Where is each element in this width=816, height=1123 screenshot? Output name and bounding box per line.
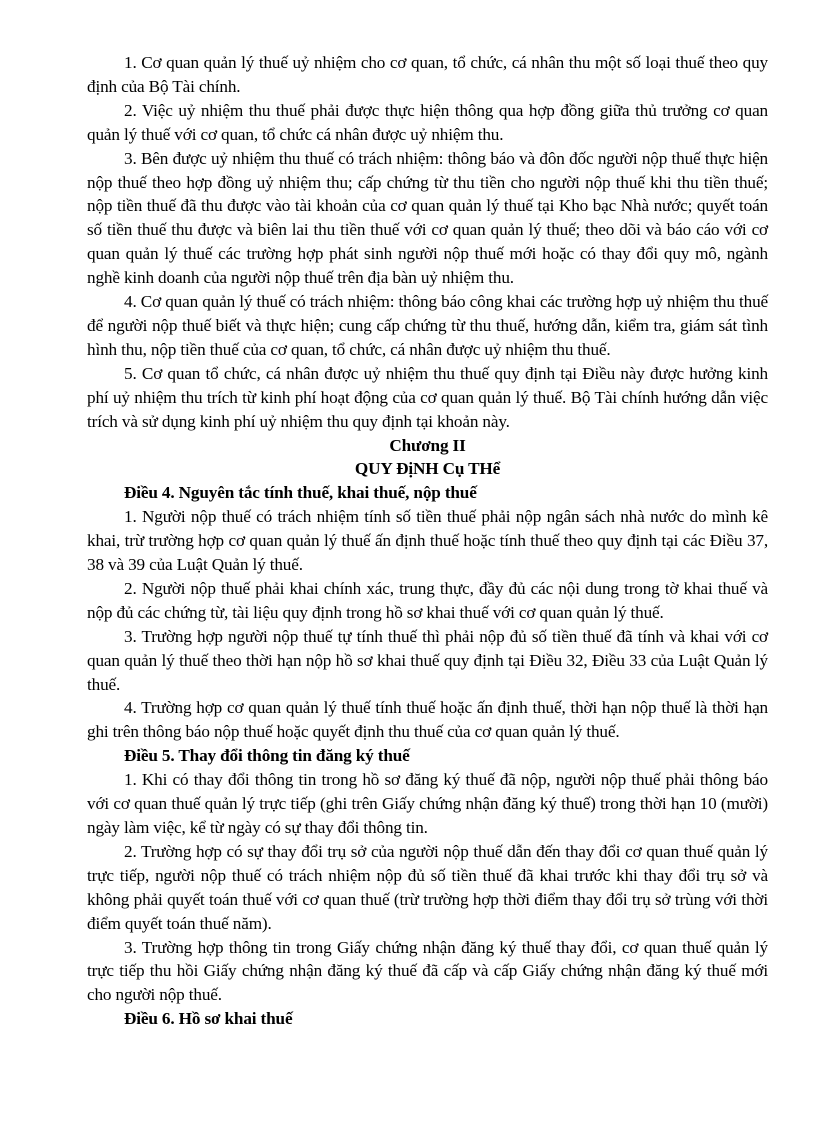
paragraph: 2. Người nộp thuế phải khai chính xác, trung thực, đầy đủ các nội dung trong tờ khai thuế và nộp đủ các chứng từ, tài liệu quy định trong hồ sơ khai thuế với cơ quan quản lý thuế. xyxy=(87,578,768,622)
paragraph: 3. Trường hợp thông tin trong Giấy chứng nhận đăng ký thuế thay đổi, cơ quan thuế quản lý trực tiếp thu hồi Giấy chứng nhận đăng ký thuế đã cấp và cấp Giấy chứng nhận đăng ký thuế mới cho người nộp thuế. xyxy=(87,937,768,1005)
chapter-number: Chương II xyxy=(389,435,466,455)
paragraph: 1. Khi có thay đổi thông tin trong hồ sơ đăng ký thuế đã nộp, người nộp thuế phải thông báo với cơ quan thuế quản lý trực tiếp (ghi trên Giấy chứng nhận đăng ký thuế) trong thời hạn 10 (mười) ngày làm việc, kể từ ngày có sự thay đổi thông tin. xyxy=(87,770,768,837)
paragraph: 5. Cơ quan tổ chức, cá nhân được uỷ nhiệm thu thuế quy định tại Điều này được hưởng kinh phí uỷ nhiệm thu trích từ kinh phí hoạt động của cơ quan quản lý thuế. Bộ Tài chính hướng dẫn việc trích và sử dụng kinh phí uỷ nhiệm thu quy định tại khoản này. xyxy=(87,363,768,431)
article-4-heading: Điều 4. Nguyên tắc tính thuế, khai thuế, nộp thuế xyxy=(124,483,477,503)
paragraph: 1. Người nộp thuế có trách nhiệm tính số tiền thuế phải nộp ngân sách nhà nước do mình kê khai, trừ trường hợp cơ quan quản lý thuế ấn định thuế hoặc tính thuế theo quy định tại các Điều 37, 38 và 39 của Luật Quản lý thuế. xyxy=(87,507,768,575)
chapter-title: QUY ĐịNH Cụ THể xyxy=(354,459,501,479)
paragraph: 4. Cơ quan quản lý thuế có trách nhiệm: thông báo công khai các trường hợp uỷ nhiệm thu thuế để người nộp thuế biết và thực hiện; cung cấp chứng từ thu thuế, hướng dẫn, kiểm tra, giám sát tình hình thu, nộp tiền thuế của cơ quan, tổ chức, cá nhân được uỷ nhiệm thu thuế. xyxy=(87,292,768,359)
paragraph: 2. Trường hợp có sự thay đổi trụ sở của người nộp thuế dẫn đến thay đổi cơ quan thuế quản lý trực tiếp, người nộp thuế có trách nhiệm nộp đủ số tiền thuế đã khai trước khi thay đổi trụ sở và không phải quyết toán thuế với cơ quan thuế (trừ trường hợp thời điểm thay đổi trụ sở trùng với thời điểm quyết toán thuế năm). xyxy=(87,841,768,933)
article-6-heading: Điều 6. Hồ sơ khai thuế xyxy=(124,1009,293,1029)
paragraph: 4. Trường hợp cơ quan quản lý thuế tính thuế hoặc ấn định thuế, thời hạn nộp thuế là thời hạn ghi trên thông báo nộp thuế hoặc quyết định thu thuế của cơ quan quản lý thuế. xyxy=(87,698,768,742)
paragraph: 3. Trường hợp người nộp thuế tự tính thuế thì phải nộp đủ số tiền thuế đã tính và khai với cơ quan quản lý thuế theo thời hạn nộp hồ sơ khai thuế quy định tại Điều 32, Điều 33 của Luật Quản lý thuế. xyxy=(87,626,768,694)
paragraph: 2. Việc uỷ nhiệm thu thuế phải được thực hiện thông qua hợp đồng giữa thủ trưởng cơ quan quản lý thuế với cơ quan, tổ chức cá nhân được uỷ nhiệm thu. xyxy=(87,100,768,144)
document-page xyxy=(87,51,768,1031)
paragraph: 3. Bên được uỷ nhiệm thu thuế có trách nhiệm: thông báo và đôn đốc người nộp thuế thực hiện nộp thuế theo hợp đồng uỷ nhiệm thu; cấp chứng từ thu tiền cho người nộp thuế khi thu tiền thuế; nộp tiền thuế đã thu được vào tài khoản của cơ quan quản lý thuế tại Kho bạc Nhà nước; quyết toán số tiền thuế thu được và biên lai thu tiền thuế với cơ quan quản lý thuế; theo dõi và báo cáo với cơ quan quản lý thuế các trường hợp phát sinh người nộp thuế mới hoặc có thay đổi quy mô, ngành nghề kinh doanh của người nộp thuế trên địa bàn uỷ nhiệm thu. xyxy=(87,148,768,288)
article-5-heading: Điều 5. Thay đổi thông tin đăng ký thuế xyxy=(124,746,410,766)
paragraph: 1. Cơ quan quản lý thuế uỷ nhiệm cho cơ quan, tổ chức, cá nhân thu một số loại thuế theo quy định của Bộ Tài chính. xyxy=(87,53,768,96)
